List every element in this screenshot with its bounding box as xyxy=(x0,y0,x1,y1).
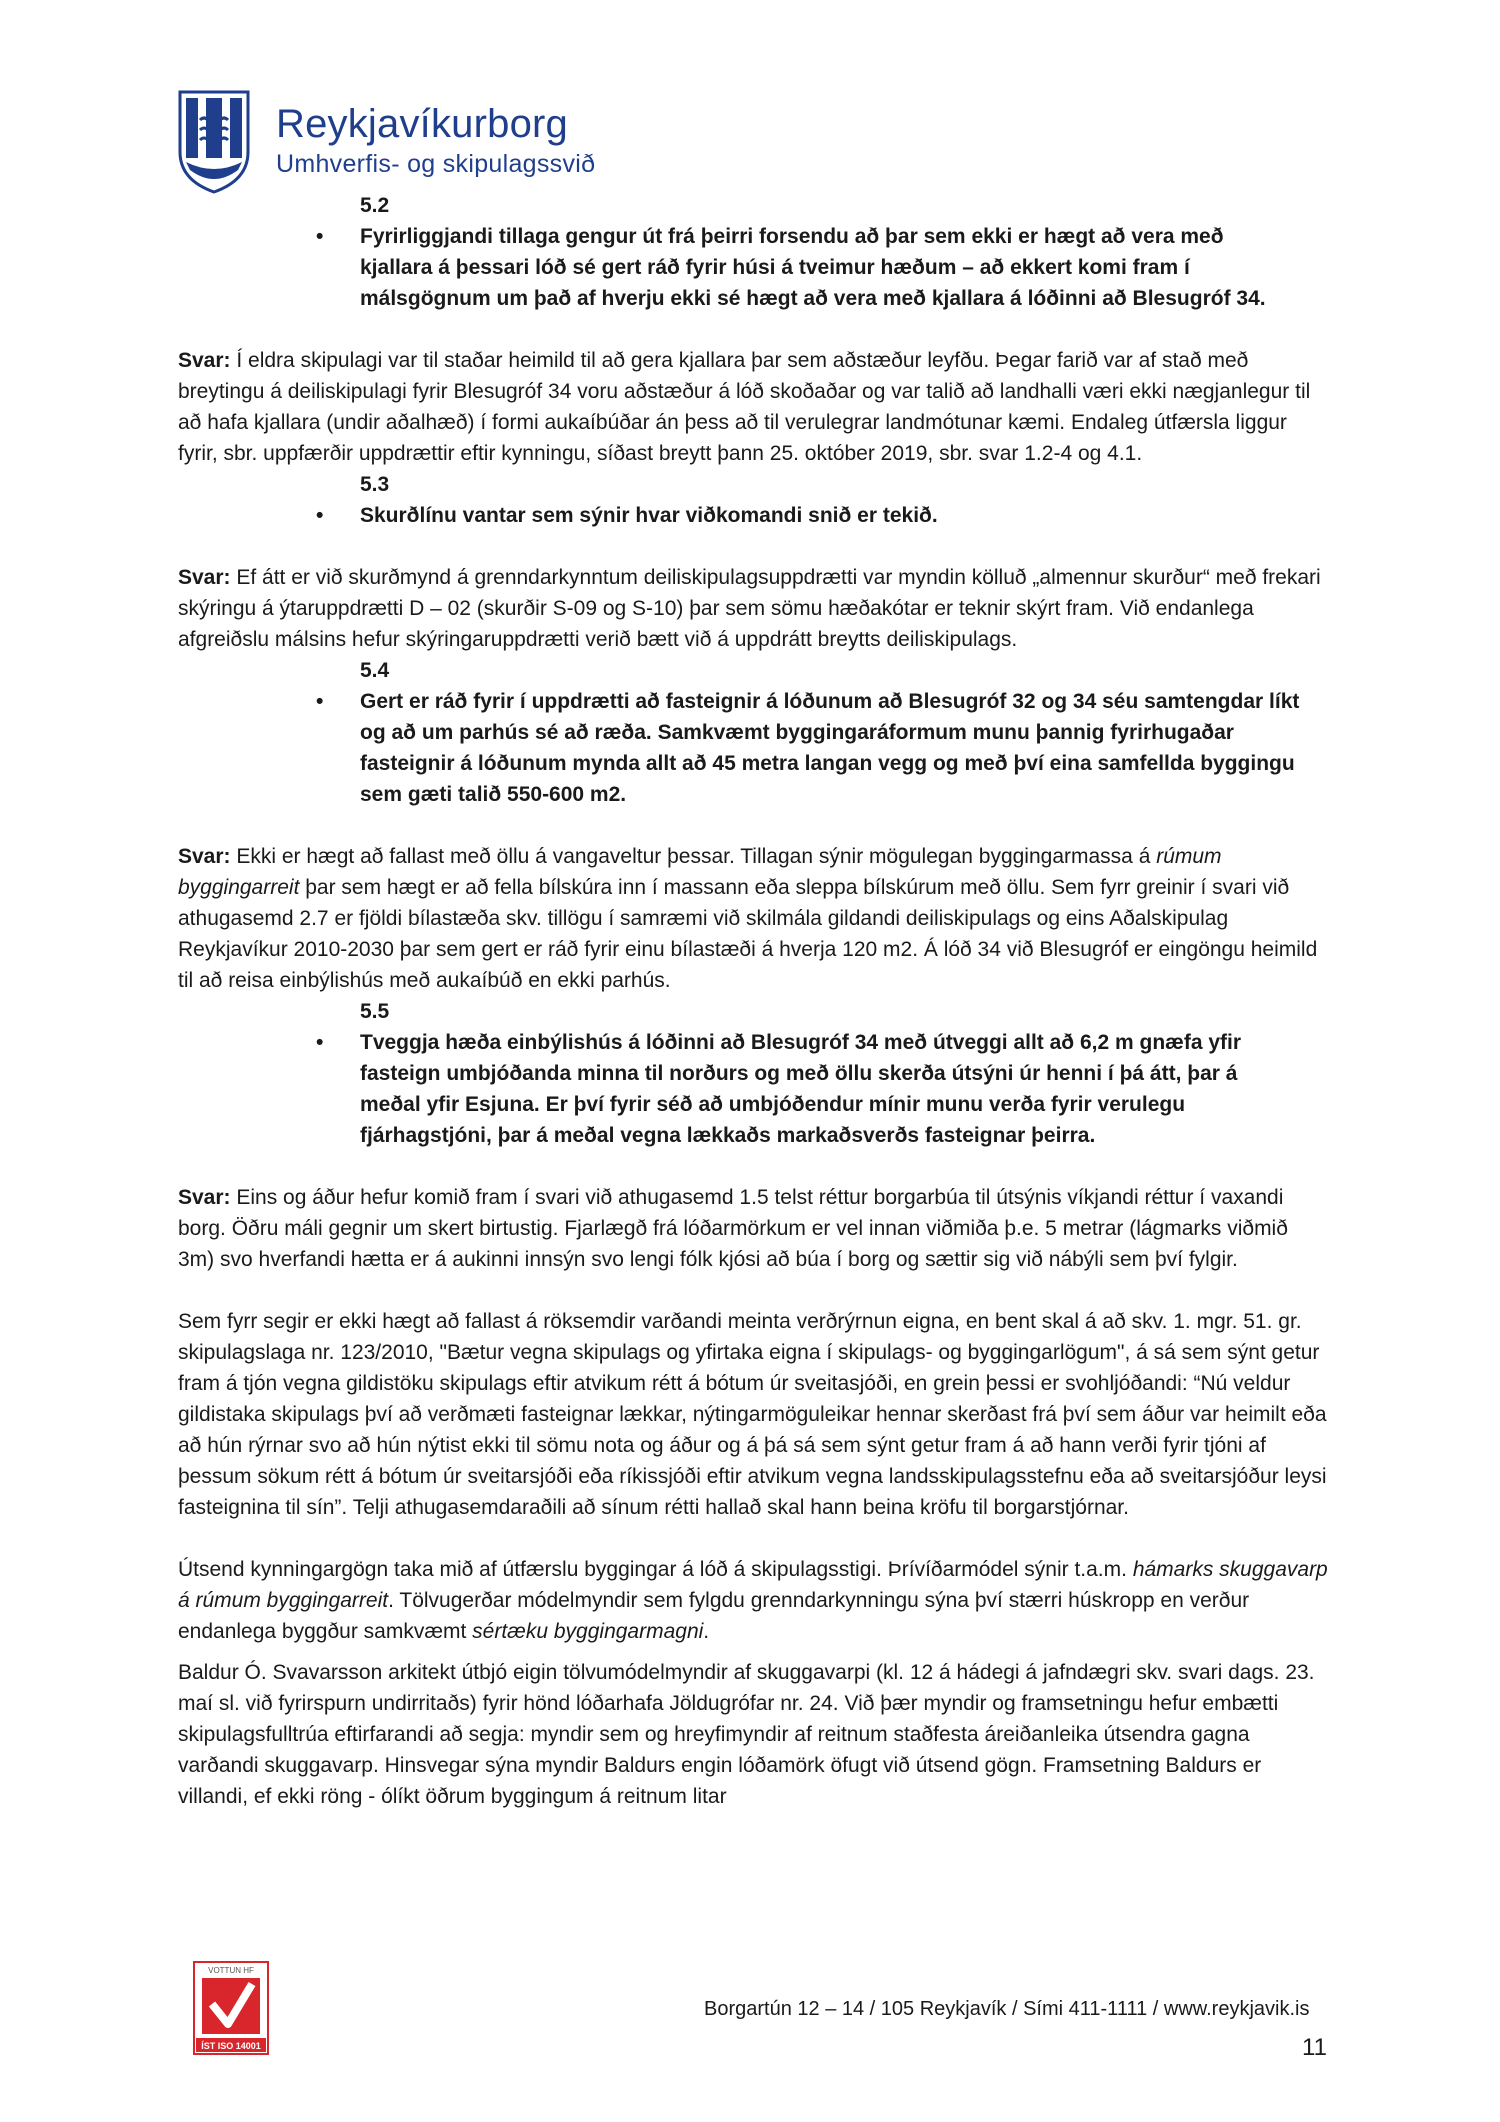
answer-text: Ef átt er við skurðmynd á grenndarkynntum deiliskipulagsuppdrætti var myndin kölluð „almennur skurður“ með frekari skýringu á ýtaruppdrætti D – 02 (skurðir S-09 og S-10) þar sem sömu hæðakótar er teknir skýrt fram. Við endanlega afgreiðslu málsins hefur skýringaruppdrætti verið bætt við á uppdrátt breytts deiliskipulags. xyxy=(178,566,1321,651)
objection-bullet xyxy=(316,500,1300,531)
page-number: 11 xyxy=(1302,2034,1327,2061)
paragraph-emphasis: sértæku byggingarmagni xyxy=(472,1620,704,1643)
answer-text: Ekki er hægt að fallast með öllu á vangaveltur þessar. Tillagan sýnir mögulegan byggingarmassa á xyxy=(230,845,1157,868)
answer-paragraph xyxy=(178,1182,1328,1275)
answer-text: þar sem hægt er að fella bílskúra inn í massann eða sleppa bílskúrum með öllu. Sem fyrr greinir í svari við athugasemd 2.7 er fjöldi bílastæða skv. tillögu í samræmi við skilmála gildandi deiliskipulags og eins Aðalskipulag Reykjavíkur 2010-2030 þar sem gert er ráð fyrir einu bílastæði á hverja 120 m2. Á lóð 34 við Blesugróf er eingöngu heimild til að reisa einbýlishús með aukaíbúð en ekki parhús. xyxy=(178,876,1318,992)
bullet-icon: • xyxy=(316,1031,324,1054)
answer-paragraph xyxy=(178,562,1328,655)
answer-label: Svar: xyxy=(178,566,231,589)
objection-bullet xyxy=(316,1027,1300,1151)
answer-label: Svar: xyxy=(178,845,231,868)
cert-bottom-label: ÍST ISO 14001 xyxy=(201,2041,261,2051)
answer-label: Svar: xyxy=(178,1186,231,1209)
objection-bullet xyxy=(316,686,1300,810)
section-number: 5.3 xyxy=(360,473,390,496)
section-number: 5.4 xyxy=(360,659,390,682)
answer-emphasis: rúmum byggingarreit xyxy=(178,845,1222,899)
objection-text: Tveggja hæða einbýlishús á lóðinni að Blesugróf 34 með útveggi allt að 6,2 m gnæfa yfir fasteign umbjóðanda minna til norðurs og með öllu skerða útsýni úr henni í þá átt, þar á meðal yfir Esjuna. Er því fyrir séð að umbjóðendur mínir munu verða fyrir verulegu fjárhagstjóni, þar á meðal vegna lækkaðs markaðsverðs fasteignar þeirra. xyxy=(360,1031,1242,1147)
paragraph-text: . Tölvugerðar módelmyndir sem fylgdu grenndarkynningu sýna því stærri húskropp en verður endanlega byggður samkvæmt xyxy=(178,1589,1250,1643)
answer-paragraph xyxy=(178,841,1328,996)
paragraph-emphasis: hámarks skuggavarp á rúmum byggingarreit xyxy=(178,1558,1328,1612)
shadow-study-paragraph: Baldur Ó. Svavarsson arkitekt útbjó eigin tölvumódelmyndir af skuggavarpi (kl. 12 á hádegi á jafndægri skv. svari dags. 23. maí sl. við fyrirspurn undirritaðs) fyrir hönd lóðarhafa Jöldugrófar nr. 24. Við þær myndir og framsetningu hefur embætti skipulagsfulltrúa eftirfarandi að segja: myndir sem og hreyfimyndir af reitnum staðfesta áreiðanleika útsendra gagna varðandi skuggavarp. Hinsvegar sýna myndir Baldurs engin lóðamörk öfugt við útsend gögn. Framsetning Baldurs er villandi, ef ekki röng - ólíkt öðrum byggingum á reitnum litar xyxy=(178,1661,1315,1808)
answer-paragraph xyxy=(178,345,1328,469)
document-body xyxy=(178,190,1328,1812)
cert-top-label: VOTTUN HF xyxy=(208,1966,254,1975)
section-number: 5.2 xyxy=(360,194,390,217)
objection-text: Gert er ráð fyrir í uppdrætti að fasteignir á lóðunum að Blesugróf 32 og 34 séu samtengdar líkt og að um parhús sé að ræða. Samkvæmt byggingaráformum munu þannig fyrirhugaðar fasteignir á lóðunum mynda allt að 45 metra langan vegg og með því eina samfellda byggingu sem gæti talið 550-600 m2. xyxy=(360,690,1300,806)
materials-paragraph xyxy=(178,1554,1328,1647)
objection-text: Skurðlínu vantar sem sýnir hvar viðkomandi snið er tekið. xyxy=(360,504,938,527)
bullet-icon: • xyxy=(316,504,324,527)
objection-bullet xyxy=(316,221,1300,314)
answer-text: Eins og áður hefur komið fram í svari við athugasemd 1.5 telst réttur borgarbúa til útsýnis víkjandi réttur í vaxandi borg. Öðru máli gegnir um skert birtustig. Fjarlægð frá lóðarmörkum er vel innan viðmiða þ.e. 5 metrar (lágmarks viðmið 3m) svo hverfandi hætta er á aukinni innsýn svo lengi fólk kjósi að búa í borg og sættir sig við nábýli sem því fylgir. xyxy=(178,1186,1288,1271)
answer-label: Svar: xyxy=(178,349,231,372)
answer-text: Í eldra skipulagi var til staðar heimild til að gera kjallara þar sem aðstæður leyfðu. Þegar farið var af stað með breytingu á deiliskipulagi fyrir Blesugróf 34 voru aðstæður á lóð skoðaðar og var talið að landhalli væri ekki nægjanlegur til að hafa kjallara (undir aðalhæð) í formi aukaíbúðar án þess að til verulegrar landmótunar kæmi. Endaleg útfærsla liggur fyrir, sbr. uppfærðir uppdrættir eftir kynningu, síðast breytt þann 25. október 2019, sbr. svar 1.2-4 og 4.1. xyxy=(178,349,1311,465)
org-department: Umhverfis- og skipulagssvið xyxy=(276,150,596,178)
reykjavik-shield-logo xyxy=(178,90,250,194)
org-name: Reykjavíkurborg xyxy=(276,102,569,146)
paragraph-text: . xyxy=(703,1620,710,1643)
section-number: 5.5 xyxy=(360,1000,390,1023)
bullet-icon: • xyxy=(316,225,324,248)
bullet-icon: • xyxy=(316,690,324,713)
footer-address: Borgartún 12 – 14 / 105 Reykjavík / Sími 411-1111 / www.reykjavik.is xyxy=(704,1998,1310,2020)
objection-text: Fyrirliggjandi tillaga gengur út frá þeirri forsendu að þar sem ekki er hægt að vera með kjallara á þessari lóð sé gert ráð fyrir húsi á tveimur hæðum – að ekkert komi fram í málsgögnum um það af hverju ekki sé hægt að vera með kjallara á lóðinni að Blesugróf 34. xyxy=(360,225,1266,310)
iso-certification-logo xyxy=(192,1960,270,2056)
paragraph-text: Útsend kynningargögn taka mið af útfærslu byggingar á lóð á skipulagsstigi. Þrívíðarmódel sýnir t.a.m. xyxy=(178,1558,1133,1581)
compensation-paragraph: Sem fyrr segir er ekki hægt að fallast á röksemdir varðandi meinta verðrýrnun eigna, en bent skal á að skv. 1. mgr. 51. gr. skipulagslaga nr. 123/2010, "Bætur vegna skipulags og yfirtaka eigna í skipulags- og byggingarlögum", á sá sem sýnt getur fram á tjón vegna gildistöku skipulags eftir atvikum rétt á bótum úr sveitasjóði, en grein þessi er svohljóðandi: “Nú veldur gildistaka skipulags því að verðmæti fasteignar lækkar, nýtingarmöguleikar hennar skerðast frá því sem áður var heimilt eða að hún rýrnar svo að hún nýtist ekki til sömu nota og áður og á þá sá sem sýnt getur fram á að hann verði fyrir tjóni af þessum sökum rétt á bótum úr sveitarsjóði eða ríkissjóði eftir atvikum vegna landsskipulagsstefnu eða að sveitarsjóður leysi fasteignina til sín”. Telji athugasemdaraðili að sínum rétti hallað skal hann beina kröfu til borgarstjórnar. xyxy=(178,1310,1327,1519)
